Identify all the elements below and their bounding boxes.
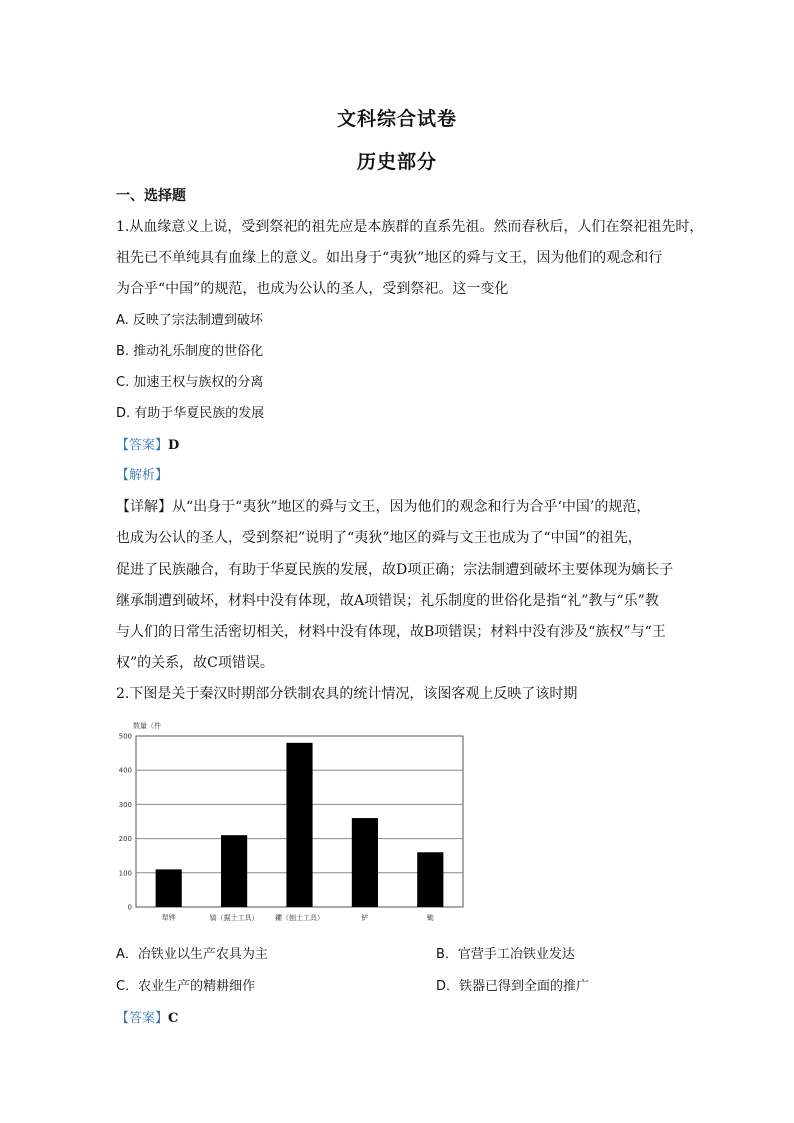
bar <box>221 835 247 907</box>
bar <box>352 818 378 907</box>
question-2-stem: 2.下图是关于秦汉时期部分铁制农具的统计情况，该图客观上反映了该时期 <box>116 686 578 702</box>
chart-bars <box>156 743 444 907</box>
y-tick-label: 500 <box>118 732 132 741</box>
detail-line: 继承制遭到破坏，材料中没有体现，故A项错误；礼乐制度的世俗化是指“礼”教与“乐”教 <box>116 593 659 609</box>
option-c: C. 加速王权与族权的分离 <box>116 375 264 390</box>
option-d: D．铁器已得到全面的推广 <box>436 979 590 994</box>
option-b: B．官营手工冶铁业发达 <box>436 947 575 962</box>
analysis-tag: 【解析】 <box>116 468 169 483</box>
answer-tag: 【答案】 <box>116 1011 169 1026</box>
option-b: B. 推动礼乐制度的世俗化 <box>116 344 264 359</box>
page-title: 文科综合试卷 <box>336 108 457 130</box>
y-tick-label: 200 <box>118 835 132 844</box>
bar <box>156 869 182 907</box>
x-tick-label: 镐（掘土工具） <box>209 914 259 922</box>
answer-tag: 【答案】 <box>116 438 169 453</box>
option-d: D. 有助于华夏民族的发展 <box>116 406 265 421</box>
x-tick-label: 犁铧 <box>161 914 176 922</box>
bar-chart <box>115 712 475 927</box>
page-subtitle: 历史部分 <box>356 151 437 173</box>
section-heading: 一、选择题 <box>116 188 186 204</box>
option-a: A. 反映了宗法制遭到破坏 <box>116 313 263 328</box>
y-tick-label: 400 <box>118 766 132 775</box>
y-tick-label: 300 <box>118 800 132 809</box>
detail-line: 权”的关系，故C项错误。 <box>116 655 274 671</box>
question-2-answer <box>116 1008 178 1029</box>
detail-line: 也成为公认的圣人，受到祭祀”说明了“夷狄”地区的舜与文王也成为了“中国”的祖先， <box>116 530 642 546</box>
x-tick-label: 鑺（刨土工具） <box>275 914 324 922</box>
detail-line: 【详解】从“出身于“夷狄”地区的舜与文王，因为他们的观念和行为合乎‘中国’的规范， <box>116 499 651 515</box>
x-axis-ticks <box>162 913 434 922</box>
option-a: A．冶铁业以生产农具为主 <box>116 947 268 962</box>
option-c: C．农业生产的精耕细作 <box>116 979 256 994</box>
x-tick-label: 锄 <box>426 914 434 922</box>
answer-value: C <box>168 1011 179 1026</box>
question-1-line: 1.从血缘意义上说，受到祭祀的祖先应是本族群的直系先祖。然而春秋后，人们在祭祀祖先时， <box>116 219 704 235</box>
bar <box>417 852 443 907</box>
answer-value: D <box>168 438 180 453</box>
question-1-answer <box>116 435 179 456</box>
x-tick-label: 铲 <box>361 914 369 922</box>
y-axis-ticks <box>119 733 132 912</box>
y-tick-label: 0 <box>127 903 132 912</box>
detail-line: 促进了民族融合，有助于华夏民族的发展，故D项正确；宗法制遭到破坏主要体现为嫡长子 <box>116 562 674 578</box>
y-axis-label: 数量（件 <box>133 722 161 730</box>
detail-line: 与人们的日常生活密切相关，材料中没有体现，故B项错误；材料中没有涉及“族权”与“王 <box>116 624 666 640</box>
y-tick-label: 100 <box>118 869 132 878</box>
question-1-line: 祖先已不单纯具有血缘上的意义。如出身于“夷狄”地区的舜与文王，因为他们的观念和行 <box>116 250 663 266</box>
bar <box>286 743 312 907</box>
question-1-line: 为合乎“中国”的规范，也成为公认的圣人，受到祭祀。这一变化 <box>116 281 509 297</box>
